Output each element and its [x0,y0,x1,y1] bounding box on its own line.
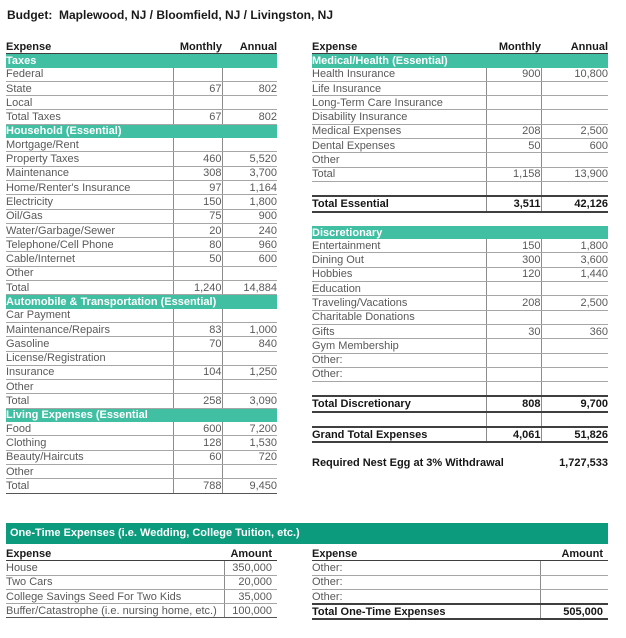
expense-label: Total [6,394,173,408]
column-header-expense: Expense [312,40,486,54]
monthly-value: 75 [173,209,222,223]
expense-label: Buffer/Catastrophe (i.e. nursing home, etc.) [6,604,224,618]
expense-row [6,351,277,365]
expense-label: Long-Term Care Insurance [312,96,486,110]
expense-row [312,81,608,95]
column-header-monthly: Monthly [173,40,222,54]
expense-row [6,604,277,618]
empty-cell [312,181,486,196]
empty-cell [486,412,541,427]
monthly-value: 70 [173,337,222,351]
total-row [312,604,608,619]
monthly-value [486,110,541,124]
annual-value [541,153,608,167]
expense-label: Other [6,380,173,394]
expense-row [6,252,277,266]
monthly-budget-table-left [6,40,277,494]
monthly-value [486,81,541,95]
expense-label: Education [312,282,486,296]
expense-row [312,239,608,253]
monthly-value [486,96,541,110]
annual-value [541,367,608,381]
expense-label: Total [312,167,486,181]
monthly-value: 67 [173,110,222,124]
expense-row [6,436,277,450]
expense-label: Total [6,479,173,493]
expense-row [6,96,277,110]
expense-row [6,337,277,351]
expense-label: Gasoline [6,337,173,351]
monthly-value: 50 [173,252,222,266]
expense-row [312,589,608,604]
expense-label: Total Essential [312,196,486,211]
total-row [312,427,608,442]
expense-label: Electricity [6,195,173,209]
section-header-label: Medical/Health (Essential) [312,54,608,68]
expense-label: Water/Garbage/Sewer [6,223,173,237]
blank-row [312,181,608,196]
monthly-value [173,351,222,365]
amount-value [540,589,608,604]
empty-cell [486,442,541,456]
amount-value [540,575,608,589]
monthly-value [486,282,541,296]
expense-row [6,589,277,603]
expense-row [6,309,277,323]
expense-label: Total Taxes [6,110,173,124]
expense-label: Life Insurance [312,81,486,95]
expense-row [6,180,277,194]
monthly-value: 80 [173,238,222,252]
expense-row [6,238,277,252]
annual-value [222,266,277,280]
expense-row [6,380,277,394]
expense-label: Total Discretionary [312,396,486,411]
annual-value [541,310,608,324]
annual-value: 7,200 [222,422,277,436]
monthly-value: 460 [173,152,222,166]
expense-row [312,267,608,281]
section-header-row [6,408,277,422]
expense-row [6,266,277,280]
expense-label: College Savings Seed For Two Kids [6,589,224,603]
monthly-value [486,153,541,167]
annual-value: 9,700 [541,396,608,411]
expense-label: Gifts [312,324,486,338]
amount-value: 100,000 [224,604,277,618]
monthly-value: 900 [486,68,541,82]
expense-label: Property Taxes [6,152,173,166]
expense-row [312,353,608,367]
expense-row [6,322,277,336]
annual-value: 3,600 [541,253,608,267]
annual-value: 1,440 [541,267,608,281]
expense-label: Oil/Gas [6,209,173,223]
monthly-value: 4,061 [486,427,541,442]
expense-label: Other: [312,561,540,575]
monthly-value [173,266,222,280]
annual-value [541,282,608,296]
annual-value: 802 [222,81,277,95]
expense-row [312,139,608,153]
nest-egg-value: 1,727,533 [559,457,608,470]
monthly-value: 208 [486,124,541,138]
section-header-label: Automobile & Transportation (Essential) [6,295,277,309]
annual-value [222,96,277,110]
section-header-row [312,226,608,239]
monthly-value: 1,158 [486,167,541,181]
monthly-value: 97 [173,180,222,194]
expense-row [312,110,608,124]
annual-value: 600 [222,252,277,266]
annual-value: 1,250 [222,365,277,379]
monthly-value: 20 [173,223,222,237]
expense-label: Cable/Internet [6,252,173,266]
section-header-label: Discretionary [312,226,608,239]
annual-value [541,353,608,367]
annual-value: 13,900 [541,167,608,181]
empty-cell [541,442,608,456]
expense-label: Grand Total Expenses [312,427,486,442]
monthly-value [173,309,222,323]
column-header-monthly: Monthly [486,40,541,54]
expense-label: Medical Expenses [312,124,486,138]
expense-label: Federal [6,68,173,82]
annual-value: 1,800 [541,239,608,253]
expense-label: Telephone/Cell Phone [6,238,173,252]
expense-label: Other [6,266,173,280]
column-header-row [6,40,277,54]
empty-cell [312,442,486,456]
annual-value [541,81,608,95]
monthly-value: 300 [486,253,541,267]
expense-row [312,253,608,267]
annual-value: 1,000 [222,322,277,336]
column-header-amount: Amount [540,547,608,561]
amount-value: 35,000 [224,589,277,603]
expense-row [312,296,608,310]
annual-value: 9,450 [222,479,277,493]
annual-value: 10,800 [541,68,608,82]
expense-label: Two Cars [6,575,224,589]
annual-value: 900 [222,209,277,223]
section-header-label: Taxes [6,54,277,68]
expense-label: State [6,81,173,95]
total-row [312,396,608,411]
annual-value: 51,826 [541,427,608,442]
empty-cell [312,212,486,226]
annual-value [541,96,608,110]
expense-row [6,166,277,180]
expense-row [312,96,608,110]
expense-label: Dental Expenses [312,139,486,153]
annual-value [222,464,277,478]
expense-label: Other [6,464,173,478]
expense-label: Insurance [6,365,173,379]
monthly-value [173,380,222,394]
empty-cell [541,382,608,397]
monthly-value: 104 [173,365,222,379]
expense-row [6,561,277,575]
expense-label: Disability Insurance [312,110,486,124]
annual-value [222,309,277,323]
section-header-label: Household (Essential) [6,124,277,138]
annual-value: 3,700 [222,166,277,180]
section-header-row [312,54,608,68]
expense-label: Traveling/Vacations [312,296,486,310]
expense-label: Maintenance/Repairs [6,322,173,336]
expense-label: Gym Membership [312,339,486,353]
monthly-value: 50 [486,139,541,153]
expense-label: Dining Out [312,253,486,267]
expense-label: Other: [312,575,540,589]
monthly-value: 788 [173,479,222,493]
empty-cell [486,212,541,226]
empty-cell [486,382,541,397]
expense-row [6,209,277,223]
annual-value: 960 [222,238,277,252]
spacer-row [312,442,608,456]
empty-cell [541,412,608,427]
empty-cell [541,212,608,226]
column-header-row [6,547,277,561]
expense-label: Hobbies [312,267,486,281]
empty-cell [541,181,608,196]
monthly-value [486,339,541,353]
monthly-value: 120 [486,267,541,281]
expense-row [6,110,277,124]
monthly-value: 258 [173,394,222,408]
expense-label: Entertainment [312,239,486,253]
monthly-value: 1,240 [173,281,222,295]
monthly-value: 808 [486,396,541,411]
annual-value: 3,090 [222,394,277,408]
one-time-expenses-table-left [6,547,277,618]
annual-value: 600 [541,139,608,153]
annual-value: 840 [222,337,277,351]
column-header-annual: Annual [222,40,277,54]
expense-row [6,68,277,82]
blank-row [312,412,608,427]
expense-row [6,464,277,478]
expense-label: House [6,561,224,575]
annual-value [222,380,277,394]
expense-row [312,124,608,138]
expense-row [312,167,608,181]
expense-label: Other: [312,367,486,381]
monthly-value [173,138,222,152]
monthly-value: 60 [173,450,222,464]
annual-value: 720 [222,450,277,464]
expense-label: Local [6,96,173,110]
nest-egg-row [312,457,608,470]
empty-cell [486,181,541,196]
annual-value: 360 [541,324,608,338]
expense-row [312,575,608,589]
expense-row [312,68,608,82]
annual-value [222,138,277,152]
annual-value: 14,884 [222,281,277,295]
expense-row [6,394,277,408]
expense-row [6,450,277,464]
expense-row [6,138,277,152]
monthly-budget-table-right [312,40,608,470]
column-header-row [312,40,608,54]
blank-row [312,382,608,397]
spacer-row [312,212,608,226]
expense-row [312,153,608,167]
expense-row [6,479,277,493]
monthly-value: 3,511 [486,196,541,211]
expense-row [6,223,277,237]
column-header-amount: Amount [224,547,277,561]
annual-value: 1,800 [222,195,277,209]
monthly-value: 308 [173,166,222,180]
expense-label: Other: [312,353,486,367]
monthly-value: 30 [486,324,541,338]
annual-value [541,339,608,353]
expense-label: Total One-Time Expenses [312,604,540,619]
empty-cell [312,412,486,427]
monthly-value [486,367,541,381]
monthly-value [486,310,541,324]
expense-label: Beauty/Haircuts [6,450,173,464]
expense-row [6,422,277,436]
annual-value: 1,530 [222,436,277,450]
expense-row [6,81,277,95]
expense-row [6,195,277,209]
expense-row [312,282,608,296]
annual-value: 2,500 [541,296,608,310]
amount-value: 20,000 [224,575,277,589]
annual-value: 240 [222,223,277,237]
expense-row [6,152,277,166]
one-time-expenses-banner: One-Time Expenses (i.e. Wedding, College Tuition, etc.) [6,523,608,544]
empty-cell [312,382,486,397]
monthly-value [173,464,222,478]
expense-label: Health Insurance [312,68,486,82]
expense-label: Car Payment [6,309,173,323]
monthly-value [173,96,222,110]
amount-value: 505,000 [540,604,608,619]
expense-row [6,365,277,379]
one-time-expenses-table-right [312,547,608,620]
annual-value [541,110,608,124]
expense-row [312,561,608,575]
total-row [312,196,608,211]
expense-label: Home/Renter's Insurance [6,180,173,194]
expense-label: Other: [312,589,540,604]
column-header-expense: Expense [6,547,224,561]
monthly-value: 128 [173,436,222,450]
section-header-row [6,124,277,138]
expense-label: Maintenance [6,166,173,180]
expense-label: Total [6,281,173,295]
amount-value [540,561,608,575]
section-header-label: Living Expenses (Essential [6,408,277,422]
annual-value: 1,164 [222,180,277,194]
column-header-expense: Expense [6,40,173,54]
expense-label: Mortgage/Rent [6,138,173,152]
section-header-row [6,54,277,68]
column-header-expense: Expense [312,547,540,561]
monthly-value: 208 [486,296,541,310]
monthly-value: 67 [173,81,222,95]
monthly-value: 150 [173,195,222,209]
annual-value: 802 [222,110,277,124]
expense-label: Charitable Donations [312,310,486,324]
monthly-value [486,353,541,367]
expense-label: Clothing [6,436,173,450]
expense-label: License/Registration [6,351,173,365]
expense-row [6,281,277,295]
annual-value [222,68,277,82]
amount-value: 350,000 [224,561,277,575]
monthly-value: 83 [173,322,222,336]
monthly-value: 150 [486,239,541,253]
expense-row [312,324,608,338]
annual-value: 5,520 [222,152,277,166]
section-header-row [6,295,277,309]
annual-value: 42,126 [541,196,608,211]
column-header-row [312,547,608,561]
page-title: Budget: Maplewood, NJ / Bloomfield, NJ / Livingston, NJ [7,8,334,22]
nest-egg-label: Required Nest Egg at 3% Withdrawal [312,457,504,470]
expense-row [312,339,608,353]
expense-row [312,367,608,381]
expense-label: Food [6,422,173,436]
column-header-annual: Annual [541,40,608,54]
expense-label: Other [312,153,486,167]
monthly-value [173,68,222,82]
annual-value [222,351,277,365]
expense-row [6,575,277,589]
annual-value: 2,500 [541,124,608,138]
expense-row [312,310,608,324]
monthly-value: 600 [173,422,222,436]
